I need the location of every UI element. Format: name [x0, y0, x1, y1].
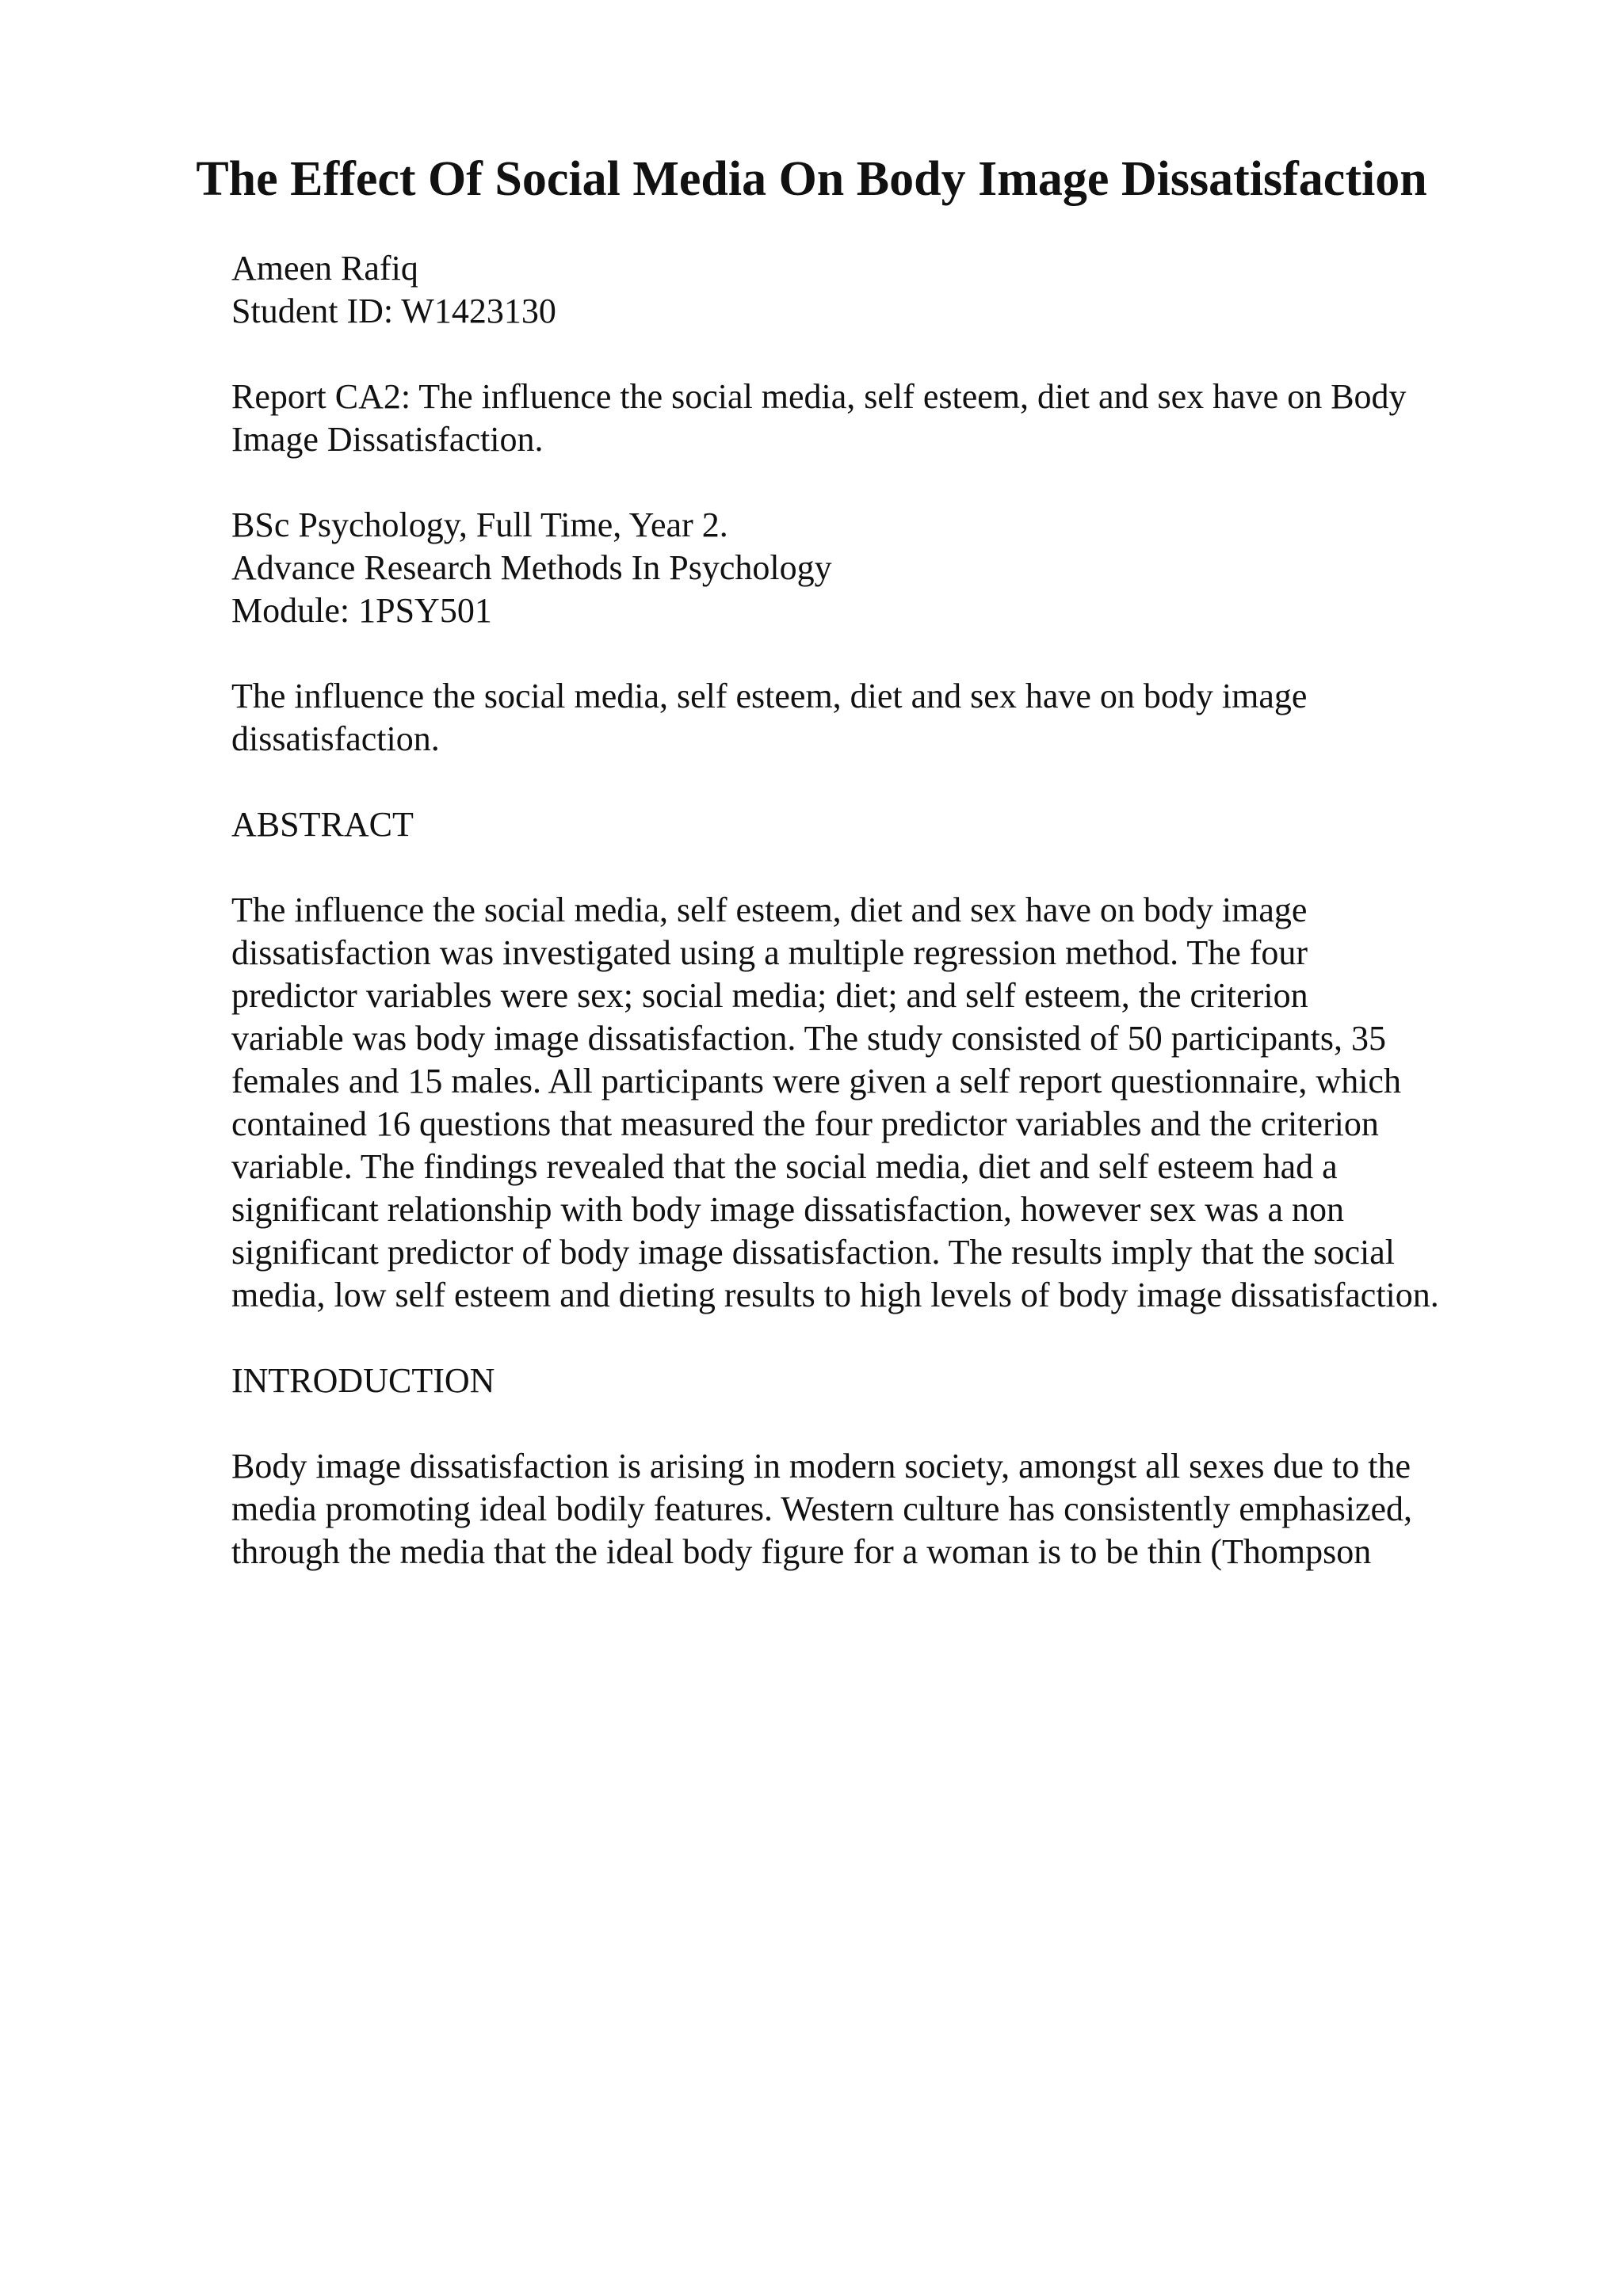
abstract-line: predictor variables were sex; social media; diet; and self esteem, the criterion — [231, 976, 1308, 1015]
abstract-line: dissatisfaction was investigated using a multiple regression method. The four — [231, 933, 1308, 972]
introduction-line: Body image dissatisfaction is arising in modern society, amongst all sexes due to the — [231, 1447, 1411, 1486]
student-id: Student ID: W1423130 — [231, 292, 556, 330]
course-line: Advance Research Methods In Psychology — [231, 548, 832, 587]
abstract-line: media, low self esteem and dieting results to high levels of body image dissatisfaction. — [231, 1276, 1439, 1314]
author-block — [231, 247, 1515, 333]
abstract-line: significant predictor of body image dissatisfaction. The results imply that the social — [231, 1233, 1395, 1272]
course-line: Module: 1PSY501 — [231, 591, 492, 630]
report-line: Image Dissatisfaction. — [231, 420, 544, 459]
abstract-line: variable was body image dissatisfaction. The study consisted of 50 participants, 35 — [231, 1019, 1386, 1058]
abstract-line: contained 16 questions that measured the four predictor variables and the criterion — [231, 1104, 1379, 1143]
introduction-line: media promoting ideal bodily features. Western culture has consistently emphasized, — [231, 1489, 1413, 1528]
abstract-body — [231, 889, 1515, 1317]
abstract-line: significant relationship with body image dissatisfaction, however sex was a non — [231, 1190, 1345, 1229]
report-line: Report CA2: The influence the social media, self esteem, diet and sex have on Body — [231, 377, 1407, 416]
abstract-line: variable. The findings revealed that the social media, diet and self esteem had a — [231, 1147, 1338, 1186]
document-title: The Effect Of Social Media On Body Image Dissatisfaction — [196, 152, 1427, 206]
abstract-heading: ABSTRACT — [231, 805, 414, 844]
author-name: Ameen Rafiq — [231, 249, 418, 288]
course-info — [231, 504, 1515, 632]
introduction-heading: INTRODUCTION — [231, 1361, 495, 1400]
abstract-line: females and 15 males. All participants were given a self report questionnaire, which — [231, 1062, 1401, 1100]
subtitle-line: dissatisfaction. — [231, 719, 440, 758]
introduction-body — [231, 1445, 1515, 1573]
report-description — [231, 376, 1515, 461]
course-line: BSc Psychology, Full Time, Year 2. — [231, 505, 728, 544]
abstract-line: The influence the social media, self esteem, diet and sex have on body image — [231, 891, 1308, 929]
introduction-line: through the media that the ideal body figure for a woman is to be thin (Thompson — [231, 1532, 1372, 1571]
report-subtitle — [231, 675, 1515, 761]
subtitle-line: The influence the social media, self esteem, diet and sex have on body image — [231, 677, 1308, 715]
